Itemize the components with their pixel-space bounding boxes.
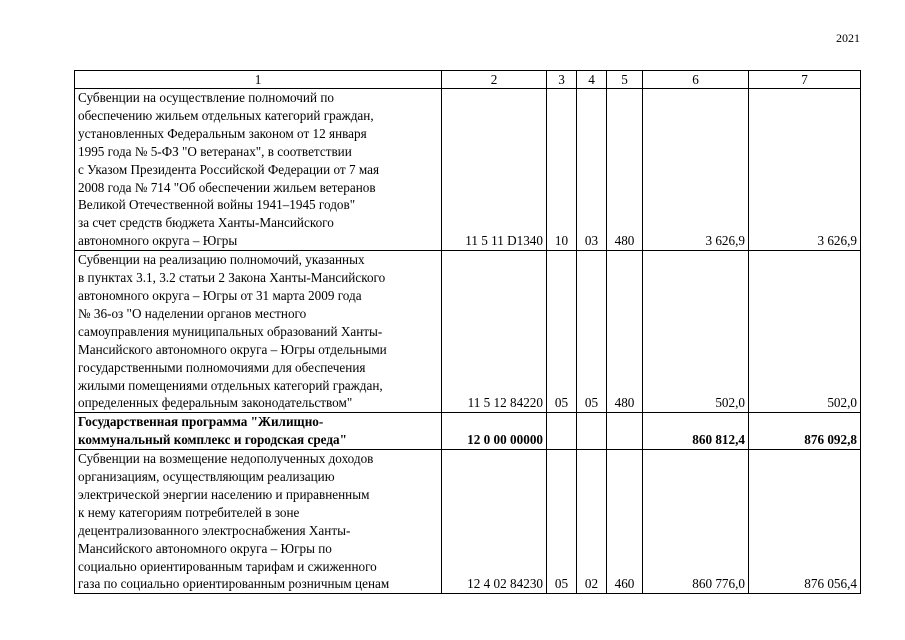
row-amount-col6: 3 626,9 <box>643 89 749 251</box>
row-amount-col6: 860 776,0 <box>643 450 749 594</box>
row-amount-col6: 860 812,4 <box>643 413 749 450</box>
row-expense-type <box>607 413 643 450</box>
row-subsection: 02 <box>577 450 607 594</box>
header-cell-1: 1 <box>75 71 442 89</box>
table-row <box>75 450 861 594</box>
row-subsection <box>577 413 607 450</box>
row-subsection: 05 <box>577 251 607 413</box>
page-number: 2021 <box>836 31 860 45</box>
header-cell-6: 6 <box>643 71 749 89</box>
header-cell-7: 7 <box>749 71 861 89</box>
row-code: 11 5 11 D1340 <box>442 89 547 251</box>
row-section: 10 <box>547 89 577 251</box>
row-expense-type: 460 <box>607 450 643 594</box>
table-row-program <box>75 413 861 450</box>
row-subsection: 03 <box>577 89 607 251</box>
header-cell-2: 2 <box>442 71 547 89</box>
row-expense-type: 480 <box>607 89 643 251</box>
row-name: Субвенции на реализацию полномочий, указанных в пунктах 3.1, 3.2 статьи 2 Закона Ханты-Мансийского автономного округа – Югры от 31 марта 2009 года № 36-оз "О наделении органов местного самоуправления муниципальных образований Ханты- Мансийского автономного округа – Югры отдельными государственными полномочиями для обеспечения жилыми помещениями отдельных категорий граждан, определенных федеральным законодательством" <box>75 251 442 413</box>
row-section <box>547 413 577 450</box>
row-amount-col7: 876 056,4 <box>749 450 861 594</box>
row-code: 12 0 00 00000 <box>442 413 547 450</box>
row-amount-col6: 502,0 <box>643 251 749 413</box>
row-code: 11 5 12 84220 <box>442 251 547 413</box>
budget-table <box>74 70 861 594</box>
row-code: 12 4 02 84230 <box>442 450 547 594</box>
row-amount-col7: 876 092,8 <box>749 413 861 450</box>
header-cell-5: 5 <box>607 71 643 89</box>
row-section: 05 <box>547 450 577 594</box>
row-name: Субвенции на возмещение недополученных доходов организациям, осуществляющим реализацию электрической энергии населению и приравненным к нему категориям потребителей в зоне децентрализованного электроснабжения Ханты- Мансийского автономного округа – Югры по социально ориентированным тарифам и сжиженного газа по социально ориентированным розничным ценам <box>75 450 442 594</box>
row-expense-type: 480 <box>607 251 643 413</box>
row-name: Государственная программа "Жилищно- коммунальный комплекс и городская среда" <box>75 413 442 450</box>
row-amount-col7: 3 626,9 <box>749 89 861 251</box>
header-cell-3: 3 <box>547 71 577 89</box>
row-amount-col7: 502,0 <box>749 251 861 413</box>
row-name: Субвенции на осуществление полномочий по обеспечению жильем отдельных категорий граждан, установленных Федеральным законом от 12 января 1995 года № 5-ФЗ "О ветеранах", в соответствии с Указом Президента Российской Федерации от 7 мая 2008 года № 714 "Об обеспечении жильем ветеранов Великой Отечественной войны 1941–1945 годов" за счет средств бюджета Ханты-Мансийского автономного округа – Югры <box>75 89 442 251</box>
table-row <box>75 251 861 413</box>
header-cell-4: 4 <box>577 71 607 89</box>
table-header-row <box>75 71 861 89</box>
row-section: 05 <box>547 251 577 413</box>
table-row <box>75 89 861 251</box>
